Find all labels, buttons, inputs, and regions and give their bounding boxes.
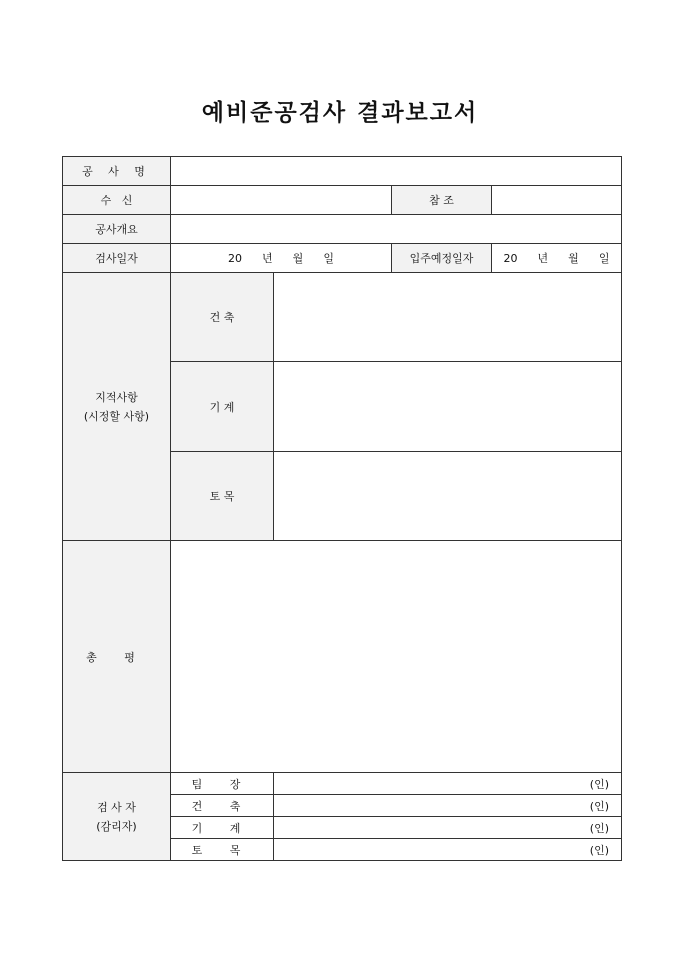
inspector-mechanical-signature[interactable] — [274, 817, 622, 839]
findings-mechanical-label: 기 계 — [171, 362, 274, 452]
inspection-year-prefix: 20 — [228, 252, 243, 265]
seal-mark: (인) — [589, 799, 609, 813]
findings-label — [63, 273, 171, 541]
seal-mark: (인) — [589, 821, 609, 835]
inspector-team-leader-signature[interactable] — [274, 773, 622, 795]
inspector-label-line1: 검 사 자 — [97, 801, 136, 814]
reference-label: 참 조 — [392, 186, 492, 215]
inspection-month-unit: 월 — [292, 252, 304, 265]
report-form-table — [62, 156, 622, 861]
inspector-civil-signature[interactable] — [274, 839, 622, 861]
overall-label: 총 평 — [63, 541, 171, 773]
recipient-field[interactable] — [171, 186, 392, 215]
findings-architecture-field[interactable] — [274, 273, 622, 362]
recipient-label: 수 신 — [63, 186, 171, 215]
inspection-day-unit: 일 — [323, 252, 334, 265]
inspector-label — [63, 773, 171, 861]
overview-field[interactable] — [171, 215, 622, 244]
inspector-mechanical-label: 기 계 — [171, 817, 274, 839]
seal-mark: (인) — [589, 777, 609, 791]
inspection-year-unit: 년 — [262, 252, 273, 265]
move-in-year-unit: 년 — [537, 252, 549, 265]
reference-field[interactable] — [492, 186, 622, 215]
move-in-year-prefix: 20 — [503, 252, 518, 265]
overall-field[interactable] — [171, 541, 622, 773]
inspector-team-leader-label: 팀 장 — [171, 773, 274, 795]
inspector-civil-label: 토 목 — [171, 839, 274, 861]
findings-label-line1: 지적사항 — [95, 391, 138, 404]
project-name-label: 공 사 명 — [63, 157, 171, 186]
inspector-architecture-label: 건 축 — [171, 795, 274, 817]
overview-label: 공사개요 — [63, 215, 171, 244]
seal-mark: (인) — [589, 843, 609, 857]
findings-label-line2: (시정할 사항) — [83, 410, 150, 423]
inspection-date-label: 검사일자 — [63, 244, 171, 273]
findings-architecture-label: 건 축 — [171, 273, 274, 362]
inspection-date-field[interactable] — [171, 244, 392, 273]
move-in-date-field[interactable] — [492, 244, 622, 273]
document-title: 예비준공검사 결과보고서 — [201, 100, 479, 126]
findings-mechanical-field[interactable] — [274, 362, 622, 452]
move-in-day-unit: 일 — [598, 252, 610, 265]
findings-civil-field[interactable] — [274, 452, 622, 541]
inspector-label-line2: (감리자) — [96, 820, 137, 833]
project-name-field[interactable] — [171, 157, 622, 186]
move-in-date-label: 입주예정일자 — [392, 244, 492, 273]
findings-civil-label: 토 목 — [171, 452, 274, 541]
inspector-architecture-signature[interactable] — [274, 795, 622, 817]
move-in-month-unit: 월 — [568, 252, 579, 265]
